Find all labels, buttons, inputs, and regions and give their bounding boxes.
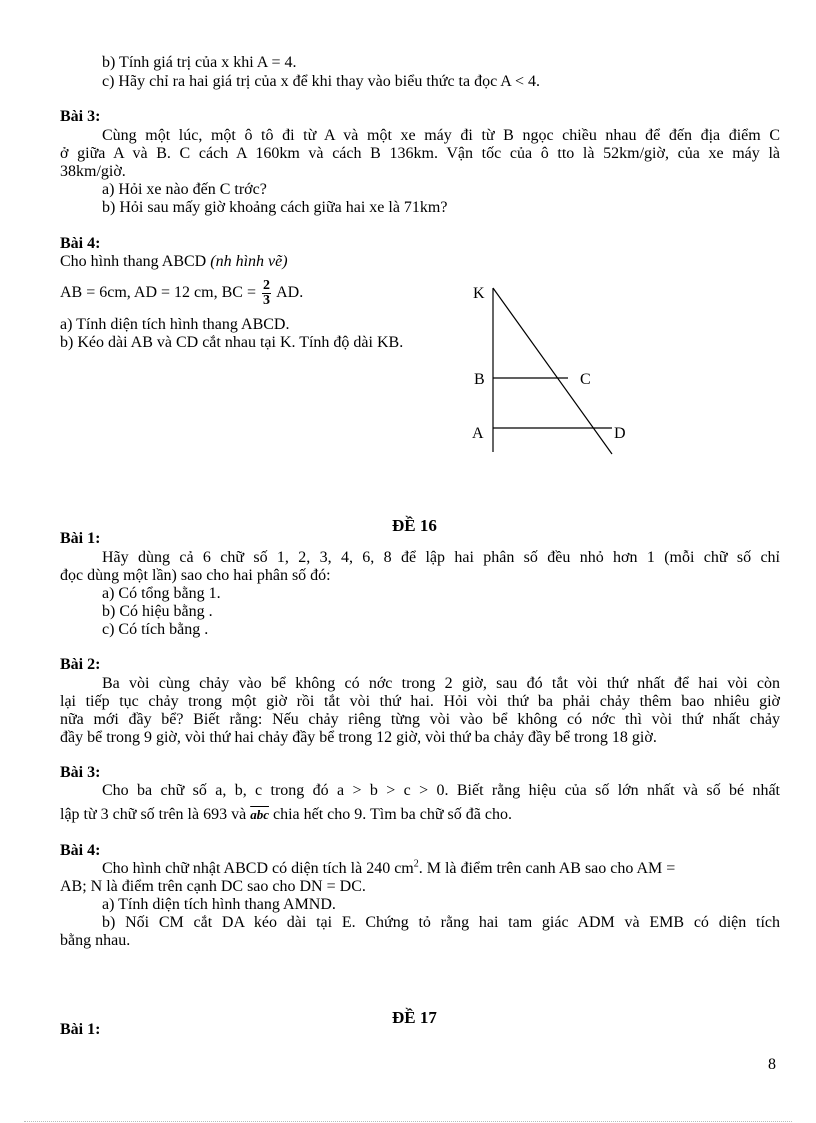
de16-bai1-heading: Bài 1: (60, 530, 101, 547)
de16-bai4-line1-post: . M là điểm trên canh AB sao cho AM = (418, 860, 676, 877)
bai3-para-line1: Cùng một lúc, một ô tô đi từ A và một xe máy đi từ B ngọc chiều nhau để đến địa điểm C (102, 127, 780, 144)
de16-bai1-line2: đọc dùng một lần) sao cho hai phân số đó: (60, 567, 331, 584)
label-c: C (580, 371, 591, 388)
bai4-intro (60, 253, 288, 271)
bai4-dims-post: AD. (276, 284, 304, 301)
bai3-question-a: a) Hỏi xe nào đến C trớc? (102, 181, 267, 198)
bai3-para-line2: ở giữa A và B. C cách A 160km và cách B 136km. Vận tốc của ô tto là 52km/giờ, của xe máy là (60, 145, 780, 162)
fraction-denominator: 3 (262, 292, 270, 308)
de16-bai4-heading: Bài 4: (60, 842, 101, 859)
page-number: 8 (768, 1056, 776, 1073)
abc-overline: $\overline{abc}$ (250, 807, 269, 822)
de16-bai3-line2-pre: lập từ 3 chữ số trên là 693 và (60, 806, 247, 823)
bai4-intro-text: Cho hình thang ABCD (60, 253, 207, 270)
de16-bai2-line1: Ba vòi cùng chảy vào bể không có nớc trong 2 giờ, sau đó tắt vòi thứ nhất để hai vòi còn (102, 675, 780, 692)
bai3-para-line3: 38km/giờ. (60, 163, 126, 180)
bai3-question-b: b) Hỏi sau mấy giờ khoảng cách giữa hai xe là 71km? (102, 199, 448, 216)
bai4-question-a: a) Tính diện tích hình thang ABCD. (60, 316, 290, 333)
bai3-heading: Bài 3: (60, 108, 101, 125)
de16-bai2-line4: đầy bể trong 9 giờ, vòi thứ hai chảy đầy bể trong 12 giờ, vòi thứ ba chảy đầy bể trong 18 giờ. (60, 729, 657, 746)
de16-bai4-line2: AB; N là điểm trên cạnh DC sao cho DN = DC. (60, 878, 366, 895)
de16-bai2-line2: lại tiếp tục chảy trong một giờ rồi tắt vòi thứ hai. Hỏi vòi thứ ba phải chảy thêm bao nhiêu giờ (60, 693, 780, 710)
de17-bai1-heading: Bài 1: (60, 1021, 101, 1038)
label-d: D (614, 425, 626, 442)
de16-bai3-line2 (60, 806, 512, 824)
de16-bai2-heading: Bài 2: (60, 656, 101, 673)
bai4-intro-italic: (nh hình vẽ) (210, 253, 288, 270)
trapezoid-figure (466, 280, 646, 460)
question-c-line: c) Hãy chỉ ra hai giá trị của x để khi thay vào biểu thức ta đọc A < 4. (102, 73, 540, 90)
label-b: B (474, 371, 485, 388)
de16-bai4-a: a) Tính diện tích hình thang AMND. (102, 896, 336, 913)
bai4-heading: Bài 4: (60, 235, 101, 252)
de16-bai1-c: c) Có tích bằng . (102, 621, 209, 638)
de16-bai4-line1-pre: Cho hình chữ nhật ABCD có diện tích là 240 cm (102, 860, 414, 877)
de17-title: ĐỀ 17 (392, 1008, 437, 1027)
question-b-line: b) Tính giá trị của x khi A = 4. (102, 54, 297, 71)
de16-bai4-line1 (102, 860, 780, 878)
label-a: A (472, 425, 484, 442)
de16-title: ĐỀ 16 (392, 516, 437, 535)
de16-bai1-a: a) Có tổng bằng 1. (102, 585, 221, 602)
fraction-numerator: 2 (262, 277, 270, 293)
line-kcd (493, 288, 612, 454)
de16-bai3-line2-post: chia hết cho 9. Tìm ba chữ số đã cho. (272, 806, 512, 823)
bai4-dimensions (60, 276, 303, 310)
de16-bai4-b-line2: bằng nhau. (60, 932, 131, 949)
fraction-two-thirds (262, 279, 271, 308)
bai4-question-b: b) Kéo dài AB và CD cắt nhau tại K. Tính độ dài KB. (60, 334, 404, 351)
de16-bai4-b-line1: b) Nối CM cắt DA kéo dài tại E. Chứng tỏ rằng hai tam giác ADM và EMB có diện tích (102, 914, 780, 931)
label-k: K (473, 285, 485, 302)
de16-bai1-b: b) Có hiệu bằng . (102, 603, 213, 620)
de16-bai3-heading: Bài 3: (60, 764, 101, 781)
de16-bai1-line1: Hãy dùng cả 6 chữ số 1, 2, 3, 4, 6, 8 để lập hai phân số đều nhỏ hơn 1 (mỗi chữ số chỉ (102, 549, 780, 566)
footer-divider (24, 1121, 792, 1122)
superscript-two: 2 (413, 858, 419, 870)
de16-bai3-line1: Cho ba chữ số a, b, c trong đó a > b > c > 0. Biết rằng hiệu của số lớn nhất và số bé nhất (102, 782, 780, 799)
de16-bai2-line3: nữa mới đầy bể? Biết rằng: Nếu chảy riêng từng vòi vào bể không có nớc thì vòi thứ nhất chảy (60, 711, 780, 728)
bai4-dims-pre: AB = 6cm, AD = 12 cm, BC = (60, 284, 256, 301)
